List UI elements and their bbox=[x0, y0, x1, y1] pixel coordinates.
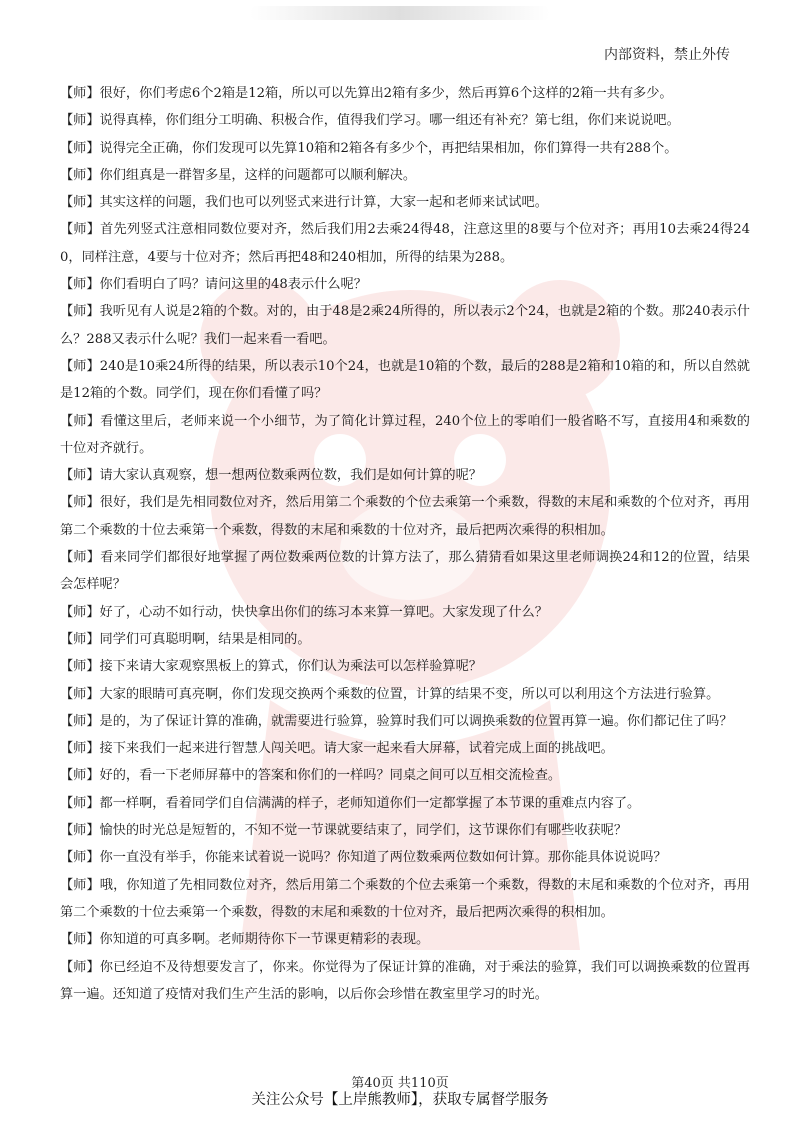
paragraph: 【师】你已经迫不及待想要发言了，你来。你觉得为了保证计算的准确，对于乘法的验算，我们可以调换乘数的位置再算一遍。还知道了疫情对我们生产生活的影响，以后你会珍惜在教室里学习的时光。 bbox=[60, 959, 750, 1002]
paragraph: 【师】同学们可真聪明啊，结果是相同的。 bbox=[60, 631, 311, 647]
paragraph: 【师】请大家认真观察，想一想两位数乘两位数，我们是如何计算的呢？ bbox=[60, 468, 482, 484]
paragraph: 【师】看懂这里后，老师来说一个小细节，为了简化计算过程，240个位上的零咱们一般省略不写，直接用4和乘数的十位对齐就行。 bbox=[60, 413, 750, 456]
paragraph: 【师】其实这样的问题，我们也可以列竖式来进行计算，大家一起和老师来试试吧。 bbox=[60, 195, 548, 211]
paragraph: 【师】很好，我们是先相同数位对齐，然后用第二个乘数的个位去乘第一个乘数，得数的末尾和乘数的个位对齐，再用第二个乘数的十位去乘第一个乘数，得数的末尾和乘数的十位对齐，最后把两次乘得的积相加。 bbox=[60, 495, 750, 538]
paragraph: 【师】是的，为了保证计算的准确，就需要进行验算，验算时我们可以调换乘数的位置再算一遍。你们都记住了吗？ bbox=[60, 713, 733, 729]
paragraph: 【师】好了，心动不如行动，快快拿出你们的练习本来算一算吧。大家发现了什么？ bbox=[60, 604, 548, 620]
paragraph: 【师】240是10乘24所得的结果，所以表示10个24，也就是10箱的个数，最后的288是2箱和10箱的和，所以自然就是12箱的个数。同学们，现在你们看懂了吗？ bbox=[60, 358, 750, 402]
promo-footer: 关注公众号【上岸熊教师】，获取专属督学服务 bbox=[251, 1092, 549, 1108]
paragraph: 【师】你们看明白了吗？请问这里的48表示什么呢？ bbox=[60, 277, 367, 293]
paragraph: 【师】首先列竖式注意相同数位要对齐，然后我们用2去乘24得48，注意这里的8要与个位对齐；再用10去乘24得240，同样注意，4要与十位对齐；然后再把48和240相加，所得的结果为288。 bbox=[60, 222, 750, 265]
paragraph: 【师】我听见有人说是2箱的个数。对的，由于48是2乘24所得的，所以表示2个24，也就是2箱的个数。那240表示什么？288又表示什么呢？我们一起来看一看吧。 bbox=[60, 304, 750, 347]
paragraph: 【师】都一样啊，看着同学们自信满满的样子，老师知道你们一定都掌握了本节课的重难点内容了。 bbox=[60, 795, 641, 811]
paragraph: 【师】接下来请大家观察黑板上的算式，你们认为乘法可以怎样验算呢？ bbox=[60, 659, 482, 675]
paragraph: 【师】你们组真是一群智多星，这样的问题都可以顺利解决。 bbox=[60, 167, 417, 183]
lesson-transcript bbox=[60, 80, 750, 1008]
scan-smudge bbox=[250, 6, 550, 20]
paragraph: 【师】你知道的可真多啊。老师期待你下一节课更精彩的表现。 bbox=[60, 932, 430, 948]
paragraph: 【师】接下来我们一起来进行智慧人闯关吧。请大家一起来看大屏幕，试着完成上面的挑战吧。 bbox=[60, 741, 614, 757]
paragraph: 【师】看来同学们都很好地掌握了两位数乘两位数的计算方法了，那么猜猜看如果这里老师调换24和12的位置，结果会怎样呢？ bbox=[60, 550, 750, 593]
paragraph: 【师】愉快的时光总是短暂的，不知不觉一节课就要结束了，同学们，这节课你们有哪些收获呢？ bbox=[60, 823, 628, 839]
paragraph: 【师】你一直没有举手，你能来试着说一说吗？你知道了两位数乘两位数如何计算。那你能具体说说吗？ bbox=[60, 850, 667, 866]
page-number: 第40页 共110页 bbox=[351, 1076, 449, 1091]
confidential-note: 内部资料，禁止外传 bbox=[604, 47, 730, 63]
paragraph: 【师】说得完全正确，你们发现可以先算10箱和2箱各有多少个，再把结果相加，你们算得一共有288个。 bbox=[60, 140, 678, 156]
paragraph: 【师】大家的眼睛可真亮啊，你们发现交换两个乘数的位置，计算的结果不变，所以可以利用这个方法进行验算。 bbox=[60, 686, 720, 702]
paragraph: 【师】哦，你知道了先相同数位对齐，然后用第二个乘数的个位去乘第一个乘数，得数的末尾和乘数的个位对齐，再用第二个乘数的十位去乘第一个乘数，得数的末尾和乘数的十位对齐，最后把两次乘得的积相加。 bbox=[60, 877, 750, 920]
paragraph: 【师】好的，看一下老师屏幕中的答案和你们的一样吗？同桌之间可以互相交流检查。 bbox=[60, 768, 562, 784]
paragraph: 【师】很好，你们考虑6个2箱是12箱，所以可以先算出2箱有多少，然后再算6个这样的2箱一共有多少。 bbox=[60, 86, 673, 101]
paragraph: 【师】说得真棒，你们组分工明确、积极合作，值得我们学习。哪一组还有补充？第七组，你们来说说吧。 bbox=[60, 113, 680, 129]
